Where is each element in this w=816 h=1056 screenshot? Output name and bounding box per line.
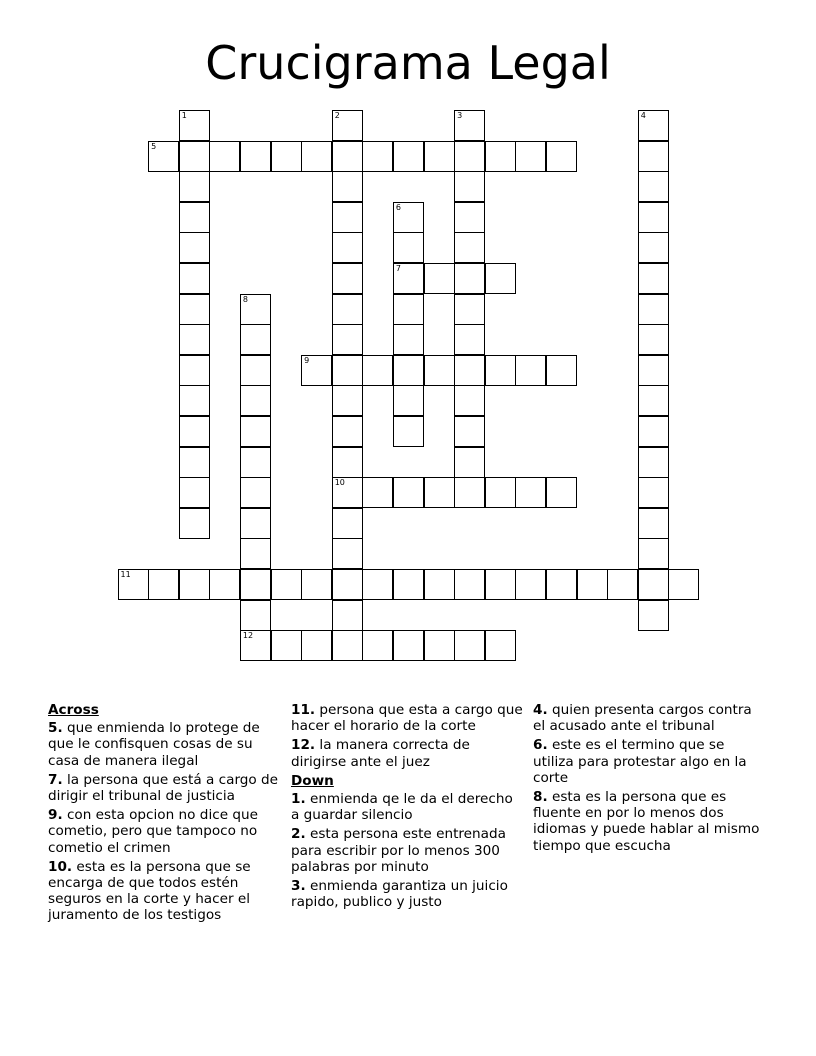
grid-cell[interactable] (454, 355, 485, 386)
grid-cell[interactable] (301, 630, 332, 661)
grid-cell[interactable] (638, 202, 669, 233)
grid-cell[interactable] (179, 385, 210, 416)
clue-number: 5. (48, 720, 63, 737)
grid-cell[interactable] (240, 538, 271, 569)
clue-across-11 (291, 702, 523, 734)
clue-number: 9. (48, 807, 63, 824)
clue-text: quien presenta cargos contra el acusado ante el tribunal (533, 702, 752, 735)
grid-cell[interactable] (638, 508, 669, 539)
clue-text: con esta opcion no dice que cometio, pero que tampoco no cometio el crimen (48, 807, 258, 856)
grid-cell[interactable] (179, 447, 210, 478)
clue-column-3 (533, 702, 765, 857)
clue-number: 10. (48, 858, 73, 875)
grid-cell[interactable] (271, 569, 302, 600)
down-header: Down (291, 772, 334, 789)
grid-cell[interactable] (179, 324, 210, 355)
clue-text: esta es la persona que es fluente en por lo menos dos idiomas y puede hablar al mismo tiempo que escucha (533, 789, 760, 854)
grid-cell[interactable] (454, 385, 485, 416)
grid-cell[interactable] (424, 141, 455, 172)
grid-cell[interactable] (209, 141, 240, 172)
grid-cell[interactable] (332, 171, 363, 202)
grid-cell[interactable] (332, 232, 363, 263)
grid-cell[interactable] (332, 324, 363, 355)
grid-cell[interactable] (485, 355, 516, 386)
grid-cell[interactable] (332, 385, 363, 416)
grid-cell[interactable] (179, 263, 210, 294)
grid-cell[interactable] (454, 110, 485, 141)
grid-cell[interactable] (393, 416, 424, 447)
grid-cell[interactable] (454, 232, 485, 263)
clue-down-4 (533, 702, 765, 734)
grid-cell[interactable] (424, 263, 455, 294)
clue-number-label: 2 (334, 111, 340, 120)
grid-cell[interactable] (332, 202, 363, 233)
clue-text: enmienda garantiza un juicio rapido, publico y justo (291, 878, 508, 911)
grid-cell[interactable] (638, 569, 669, 600)
grid-cell[interactable] (332, 569, 363, 600)
grid-cell[interactable] (301, 141, 332, 172)
grid-cell[interactable] (362, 141, 393, 172)
grid-cell[interactable] (485, 569, 516, 600)
grid-cell[interactable] (332, 110, 363, 141)
clue-text: la persona que está a cargo de dirigir el tribunal de justicia (48, 771, 279, 805)
clue-across-9 (48, 807, 280, 856)
grid-cell[interactable] (638, 324, 669, 355)
grid-cell[interactable] (148, 569, 179, 600)
grid-cell[interactable] (454, 171, 485, 202)
clue-number-label: 10 (334, 478, 345, 488)
grid-cell[interactable] (240, 508, 271, 539)
grid-cell[interactable] (179, 171, 210, 202)
grid-cell[interactable] (638, 385, 669, 416)
grid-cell[interactable] (362, 477, 393, 508)
grid-cell[interactable] (454, 141, 485, 172)
grid-cell[interactable] (240, 569, 271, 600)
grid-cell[interactable] (454, 447, 485, 478)
grid-cell[interactable] (485, 263, 516, 294)
grid-cell[interactable] (179, 232, 210, 263)
clue-down-8 (533, 789, 765, 854)
grid-cell[interactable] (393, 324, 424, 355)
clue-column-2 (291, 702, 523, 913)
clue-down-3 (291, 878, 523, 910)
clue-number-label: 12 (242, 631, 254, 641)
grid-cell[interactable] (515, 355, 546, 386)
grid-cell[interactable] (332, 447, 363, 478)
grid-cell[interactable] (240, 385, 271, 416)
grid-cell[interactable] (393, 202, 424, 233)
grid-cell[interactable] (240, 141, 271, 172)
clue-column-1 (48, 702, 280, 927)
clue-down-1 (291, 791, 523, 823)
clue-across-12 (291, 737, 523, 769)
grid-cell[interactable] (240, 355, 271, 386)
grid-cell[interactable] (485, 477, 516, 508)
grid-cell[interactable] (515, 477, 546, 508)
grid-cell[interactable] (638, 294, 669, 325)
grid-cell[interactable] (240, 294, 271, 325)
grid-cell[interactable] (485, 141, 516, 172)
clue-down-6 (533, 737, 765, 786)
grid-cell[interactable] (179, 355, 210, 386)
grid-cell[interactable] (638, 355, 669, 386)
grid-cell[interactable] (271, 630, 302, 661)
grid-cell[interactable] (179, 508, 210, 539)
grid-cell[interactable] (485, 630, 516, 661)
grid-cell[interactable] (118, 569, 149, 600)
grid-cell[interactable] (638, 477, 669, 508)
grid-cell[interactable] (301, 569, 332, 600)
clue-text: este es el termino que se utiliza para protestar algo en la corte (533, 737, 747, 786)
clue-number: 6. (533, 737, 548, 754)
grid-cell[interactable] (301, 355, 332, 386)
grid-cell[interactable] (332, 294, 363, 325)
grid-cell[interactable] (454, 324, 485, 355)
grid-cell[interactable] (179, 294, 210, 325)
grid-cell[interactable] (424, 569, 455, 600)
grid-cell[interactable] (424, 477, 455, 508)
grid-cell[interactable] (393, 630, 424, 661)
grid-cell[interactable] (424, 355, 455, 386)
grid-cell[interactable] (577, 569, 608, 600)
grid-cell[interactable] (515, 569, 546, 600)
clue-text: esta persona este entrenada para escribir por lo menos 300 palabras por minuto (291, 826, 506, 875)
grid-cell[interactable] (454, 569, 485, 600)
grid-cell[interactable] (179, 202, 210, 233)
grid-cell[interactable] (638, 600, 669, 631)
clue-text: esta es la persona que se encarga de que todos estén seguros en la corte y hacer el juramento de los testigos (48, 858, 251, 924)
grid-cell[interactable] (393, 263, 424, 294)
grid-cell[interactable] (240, 324, 271, 355)
grid-cell[interactable] (454, 416, 485, 447)
grid-cell[interactable] (332, 355, 363, 386)
grid-cell[interactable] (362, 630, 393, 661)
clue-number-label: 8 (242, 294, 248, 304)
grid-cell[interactable] (332, 263, 363, 294)
grid-cell[interactable] (424, 630, 455, 661)
grid-cell[interactable] (179, 477, 210, 508)
grid-cell[interactable] (332, 416, 363, 447)
grid-cell[interactable] (546, 477, 577, 508)
grid-cell[interactable] (638, 110, 669, 141)
grid-cell[interactable] (271, 141, 302, 172)
clue-number-label: 4 (640, 111, 646, 120)
grid-cell[interactable] (393, 141, 424, 172)
grid-cell[interactable] (393, 477, 424, 508)
grid-cell[interactable] (546, 569, 577, 600)
clue-number-label: 7 (395, 264, 401, 273)
grid-cell[interactable] (638, 538, 669, 569)
grid-cell[interactable] (515, 141, 546, 172)
grid-cell[interactable] (240, 447, 271, 478)
clue-number: 8. (533, 789, 548, 806)
clue-across-5 (48, 720, 280, 769)
clue-across-7 (48, 772, 280, 804)
clue-number-label: 9 (304, 355, 310, 365)
grid-cell[interactable] (638, 416, 669, 447)
grid-cell[interactable] (393, 232, 424, 263)
grid-cell[interactable] (240, 416, 271, 447)
clue-number: 4. (533, 702, 548, 718)
grid-cell[interactable] (393, 385, 424, 416)
grid-cell[interactable] (179, 110, 210, 141)
grid-cell[interactable] (209, 569, 240, 600)
clue-number: 7. (48, 771, 63, 788)
grid-cell[interactable] (179, 141, 210, 172)
across-header: Across (48, 702, 99, 718)
clues-section (0, 702, 816, 1002)
grid-cell[interactable] (362, 355, 393, 386)
grid-cell[interactable] (332, 538, 363, 569)
grid-cell[interactable] (179, 416, 210, 447)
grid-cell[interactable] (454, 477, 485, 508)
puzzle-title: Crucigrama Legal (205, 36, 611, 90)
grid-cell[interactable] (332, 630, 363, 661)
clue-number: 3. (291, 878, 306, 895)
clue-number: 2. (291, 826, 306, 843)
grid-cell[interactable] (638, 447, 669, 478)
clue-down-2 (291, 826, 523, 875)
grid-cell[interactable] (240, 630, 271, 661)
grid-cell[interactable] (668, 569, 699, 600)
grid-cell[interactable] (638, 263, 669, 294)
grid-cell[interactable] (332, 141, 363, 172)
grid-cell[interactable] (240, 477, 271, 508)
grid-cell[interactable] (393, 569, 424, 600)
clue-number-label: 5 (151, 141, 157, 151)
clue-across-10 (48, 859, 280, 924)
grid-cell[interactable] (362, 569, 393, 600)
grid-cell[interactable] (332, 477, 363, 508)
grid-cell[interactable] (179, 569, 210, 600)
grid-cell[interactable] (148, 141, 179, 172)
grid-cell[interactable] (454, 202, 485, 233)
grid-cell[interactable] (546, 355, 577, 386)
clue-number-label: 3 (457, 111, 463, 120)
grid-cell[interactable] (332, 600, 363, 631)
grid-cell[interactable] (240, 600, 271, 631)
clue-text: que enmienda lo protege de que le confisquen cosas de su casa de manera ilegal (48, 720, 260, 769)
clue-number: 1. (291, 791, 306, 808)
clue-number-label: 11 (120, 570, 131, 579)
clue-text: enmienda qe le da el derecho a guardar silencio (291, 791, 513, 824)
clue-text: la manera correcta de dirigirse ante el juez (291, 737, 470, 770)
grid-cell[interactable] (454, 630, 485, 661)
grid-cell[interactable] (393, 355, 424, 386)
grid-cell[interactable] (546, 141, 577, 172)
clue-number: 11. (291, 702, 316, 718)
clue-number-label: 1 (181, 111, 187, 120)
grid-cell[interactable] (638, 141, 669, 172)
grid-cell[interactable] (638, 232, 669, 263)
clue-text: persona que esta a cargo que hacer el horario de la corte (291, 702, 523, 735)
clue-number-label: 6 (395, 202, 401, 212)
grid-cell[interactable] (454, 263, 485, 294)
clue-number: 12. (291, 737, 316, 754)
grid-cell[interactable] (454, 294, 485, 325)
grid-cell[interactable] (393, 294, 424, 325)
grid-cell[interactable] (607, 569, 638, 600)
grid-cell[interactable] (638, 171, 669, 202)
grid-cell[interactable] (332, 508, 363, 539)
